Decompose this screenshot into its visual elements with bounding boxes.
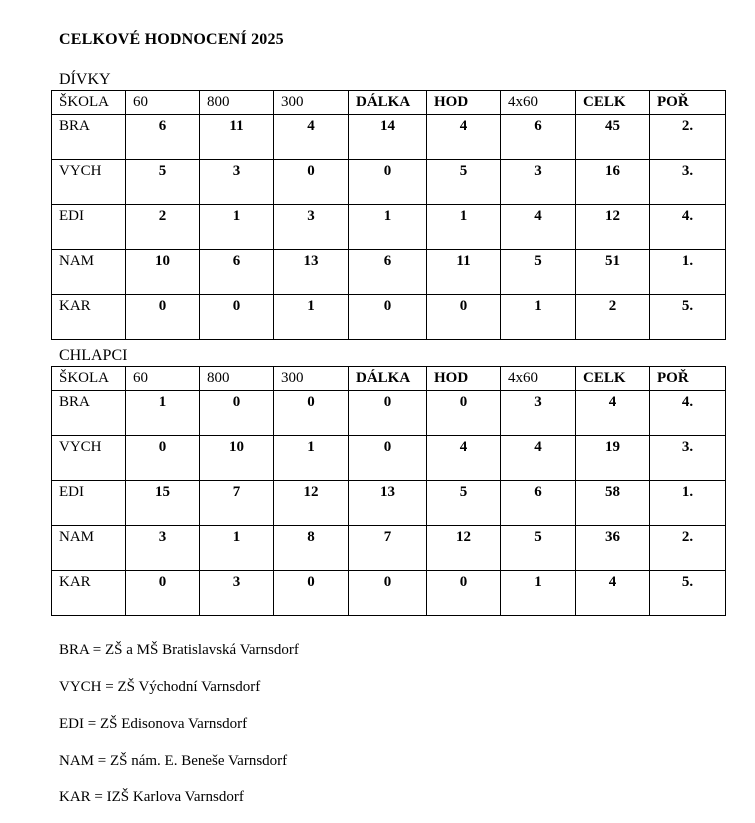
score-cell: 4 (501, 205, 576, 250)
score-cell: 7 (200, 481, 274, 526)
table-row (52, 115, 726, 160)
school-cell: KAR (52, 571, 126, 616)
score-cell: 0 (427, 571, 501, 616)
total-cell: 58 (576, 481, 650, 526)
school-cell: VYCH (52, 160, 126, 205)
score-cell: 0 (200, 295, 274, 340)
score-cell: 5 (427, 481, 501, 526)
score-cell: 4 (427, 115, 501, 160)
legend-item-kar: KAR = IZŠ Karlova Varnsdorf (59, 789, 244, 805)
header-4x60: 4x60 (501, 367, 576, 391)
header-300: 300 (274, 367, 349, 391)
score-cell: 6 (200, 250, 274, 295)
score-cell: 1 (349, 205, 427, 250)
rank-cell: 3. (650, 436, 726, 481)
rank-cell: 4. (650, 205, 726, 250)
score-cell: 0 (349, 571, 427, 616)
score-cell: 6 (501, 481, 576, 526)
boys-section-label: CHLAPCI (59, 347, 128, 364)
score-cell: 4 (501, 436, 576, 481)
total-cell: 19 (576, 436, 650, 481)
score-cell: 3 (126, 526, 200, 571)
total-cell: 36 (576, 526, 650, 571)
school-cell: KAR (52, 295, 126, 340)
score-cell: 3 (501, 391, 576, 436)
score-cell: 7 (349, 526, 427, 571)
score-cell: 11 (200, 115, 274, 160)
score-cell: 6 (349, 250, 427, 295)
total-cell: 51 (576, 250, 650, 295)
score-cell: 0 (274, 160, 349, 205)
girls-section-label: DÍVKY (59, 71, 111, 88)
score-cell: 10 (126, 250, 200, 295)
rank-cell: 2. (650, 526, 726, 571)
legend-item-edi: EDI = ZŠ Edisonova Varnsdorf (59, 716, 248, 732)
score-cell: 0 (126, 436, 200, 481)
score-cell: 4 (427, 436, 501, 481)
score-cell: 0 (200, 391, 274, 436)
school-cell: VYCH (52, 436, 126, 481)
score-cell: 0 (126, 571, 200, 616)
score-cell: 6 (126, 115, 200, 160)
score-cell: 1 (501, 295, 576, 340)
school-cell: EDI (52, 205, 126, 250)
school-cell: BRA (52, 115, 126, 160)
score-cell: 0 (349, 391, 427, 436)
rank-cell: 3. (650, 160, 726, 205)
score-cell: 13 (274, 250, 349, 295)
score-cell: 5 (501, 526, 576, 571)
score-cell: 3 (200, 160, 274, 205)
header-4x60: 4x60 (501, 91, 576, 115)
header-celk: CELK (576, 91, 650, 115)
total-cell: 12 (576, 205, 650, 250)
score-cell: 0 (349, 160, 427, 205)
total-cell: 16 (576, 160, 650, 205)
score-cell: 0 (349, 436, 427, 481)
header-dalka: DÁLKA (349, 367, 427, 391)
legend-item-bra: BRA = ZŠ a MŠ Bratislavská Varnsdorf (59, 642, 299, 658)
score-cell: 1 (200, 205, 274, 250)
header-school: ŠKOLA (52, 367, 126, 391)
total-cell: 45 (576, 115, 650, 160)
total-cell: 4 (576, 571, 650, 616)
school-cell: EDI (52, 481, 126, 526)
table-row (52, 526, 726, 571)
header-hod: HOD (427, 91, 501, 115)
header-por: POŘ (650, 367, 726, 391)
score-cell: 6 (501, 115, 576, 160)
table-header-row (52, 367, 726, 391)
score-cell: 1 (126, 391, 200, 436)
rank-cell: 5. (650, 295, 726, 340)
school-cell: NAM (52, 250, 126, 295)
score-cell: 0 (274, 391, 349, 436)
rank-cell: 1. (650, 481, 726, 526)
page-title: CELKOVÉ HODNOCENÍ 2025 (59, 31, 284, 48)
header-60: 60 (126, 367, 200, 391)
table-row (52, 250, 726, 295)
header-dalka: DÁLKA (349, 91, 427, 115)
score-cell: 3 (200, 571, 274, 616)
total-cell: 4 (576, 391, 650, 436)
score-cell: 1 (501, 571, 576, 616)
header-800: 800 (200, 367, 274, 391)
header-hod: HOD (427, 367, 501, 391)
table-row (52, 571, 726, 616)
score-cell: 2 (126, 205, 200, 250)
header-school: ŠKOLA (52, 91, 126, 115)
school-cell: NAM (52, 526, 126, 571)
score-cell: 5 (126, 160, 200, 205)
score-cell: 1 (427, 205, 501, 250)
score-cell: 5 (501, 250, 576, 295)
score-cell: 0 (126, 295, 200, 340)
legend-item-vych: VYCH = ZŠ Východní Varnsdorf (59, 679, 261, 695)
table-row (52, 295, 726, 340)
rank-cell: 5. (650, 571, 726, 616)
header-celk: CELK (576, 367, 650, 391)
score-cell: 1 (274, 295, 349, 340)
score-cell: 15 (126, 481, 200, 526)
rank-cell: 1. (650, 250, 726, 295)
boys-results-table (51, 366, 726, 616)
table-row (52, 205, 726, 250)
score-cell: 12 (427, 526, 501, 571)
score-cell: 3 (501, 160, 576, 205)
table-row (52, 391, 726, 436)
score-cell: 10 (200, 436, 274, 481)
header-800: 800 (200, 91, 274, 115)
score-cell: 13 (349, 481, 427, 526)
header-por: POŘ (650, 91, 726, 115)
table-row (52, 481, 726, 526)
total-cell: 2 (576, 295, 650, 340)
score-cell: 0 (349, 295, 427, 340)
score-cell: 0 (427, 391, 501, 436)
rank-cell: 2. (650, 115, 726, 160)
table-row (52, 436, 726, 481)
table-header-row (52, 91, 726, 115)
girls-results-table (51, 90, 726, 340)
score-cell: 0 (274, 571, 349, 616)
score-cell: 5 (427, 160, 501, 205)
header-300: 300 (274, 91, 349, 115)
score-cell: 1 (200, 526, 274, 571)
score-cell: 3 (274, 205, 349, 250)
score-cell: 4 (274, 115, 349, 160)
score-cell: 8 (274, 526, 349, 571)
rank-cell: 4. (650, 391, 726, 436)
header-60: 60 (126, 91, 200, 115)
school-cell: BRA (52, 391, 126, 436)
table-row (52, 160, 726, 205)
score-cell: 1 (274, 436, 349, 481)
legend-item-nam: NAM = ZŠ nám. E. Beneše Varnsdorf (59, 753, 288, 769)
score-cell: 14 (349, 115, 427, 160)
score-cell: 0 (427, 295, 501, 340)
score-cell: 11 (427, 250, 501, 295)
score-cell: 12 (274, 481, 349, 526)
